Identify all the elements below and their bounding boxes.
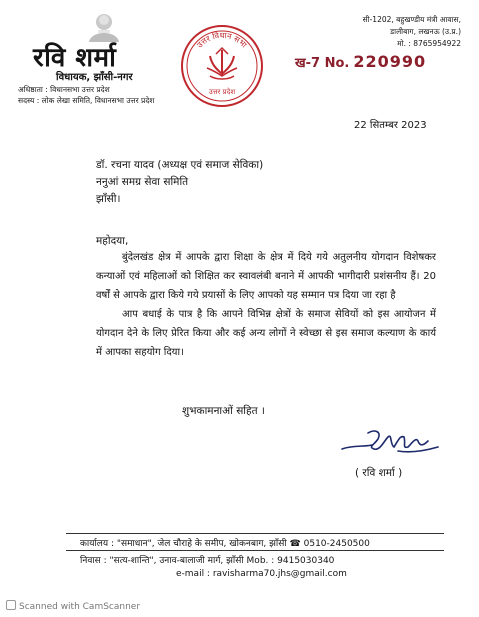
address-line: मो. : 8765954922 (397, 39, 461, 48)
closing-wishes: शुभकामनाओं सहित । (182, 405, 265, 417)
signatory-name: ( रवि शर्मा ) (355, 467, 403, 479)
svg-text:उत्तर विधान सभा (195, 30, 249, 50)
body-paragraph: बुंदेलखंड क्षेत्र में आपके द्वारा शिक्षा के क्षेत्र में दिये गये अतुलनीय योगदान विशेषकर कन्याओं एवं महिलाओं को शिक्षित कर स्वावलंबी बनाने में आपकी भागीदारी प्रशंसनीय हैं। 20 वर्षों से आपके द्वारा किये गये प्रयासों के लिए आपको यह सम्मान पत्र दिया जा रहा है (96, 252, 436, 301)
sender-descriptor: सदस्य : लोक लेखा समिति, विधानसभा उत्तर प्रदेश (18, 96, 155, 105)
sender-name: रवि शर्मा (33, 43, 117, 73)
sender-descriptor: अधिष्ठाता : विधानसभा उत्तर प्रदेश (18, 85, 110, 94)
serial-number-block (295, 52, 426, 71)
addressee-line: डॉ. रचना यादव (अध्यक्ष एवं समाज सेविका) (96, 159, 264, 171)
footer-email: e-mail : ravisharma70.jhs@gmail.com (176, 569, 347, 579)
footer-office: कार्यालय : "समाधान", जेल चौराहे के समीप, खोकनबाग, झाँसी ☎ 0510-2450500 (80, 539, 370, 549)
serial-number: 220990 (353, 52, 427, 71)
addressee-line: ननुआं समग्र सेवा समिति (96, 176, 189, 188)
addressee-line: झाँसी। (96, 193, 121, 205)
emblem-top-text: उत्तर विधान सभा (195, 30, 249, 50)
camscanner-icon (6, 600, 16, 610)
handwritten-signature (338, 423, 442, 459)
salutation: महोदया, (96, 235, 129, 247)
footer-residence: निवास : "सत्य-शान्ति", उनाव-बालाजी मार्ग, झाँसी Mob. : 9415030340 (80, 556, 335, 566)
watermark-text: Scanned with CamScanner (19, 602, 141, 612)
letter-date: 22 सितम्बर 2023 (354, 120, 427, 131)
camscanner-watermark (6, 600, 140, 612)
sender-address (363, 14, 461, 50)
addressee-block (96, 157, 263, 208)
footer-divider (66, 533, 444, 534)
address-line: सी-1202, बहुखण्डीय मंत्री आवास, (362, 15, 461, 24)
address-line: डालीबाग, लखनऊ (उ.प्र.) (390, 27, 461, 36)
emblem-bottom-text: उत्तर प्रदेश (208, 88, 236, 96)
serial-prefix: ख-7 No. (295, 56, 350, 71)
footer-divider (66, 550, 444, 551)
letter-body (96, 248, 436, 362)
sender-designation: विधायक, झाँसी-नगर (56, 72, 133, 83)
body-paragraph: आप बधाई के पात्र है कि आपने विभिन्न क्षेत्रों के समाज सेवियों को इस आयोजन में योगदान देने के लिए प्रेरित किया और कई अन्य लोगों ने स्वेच्छा से इस समाज कल्याण के कार्य में आपका सहयोग दिया। (96, 309, 436, 358)
vidhan-sabha-emblem (180, 24, 264, 108)
